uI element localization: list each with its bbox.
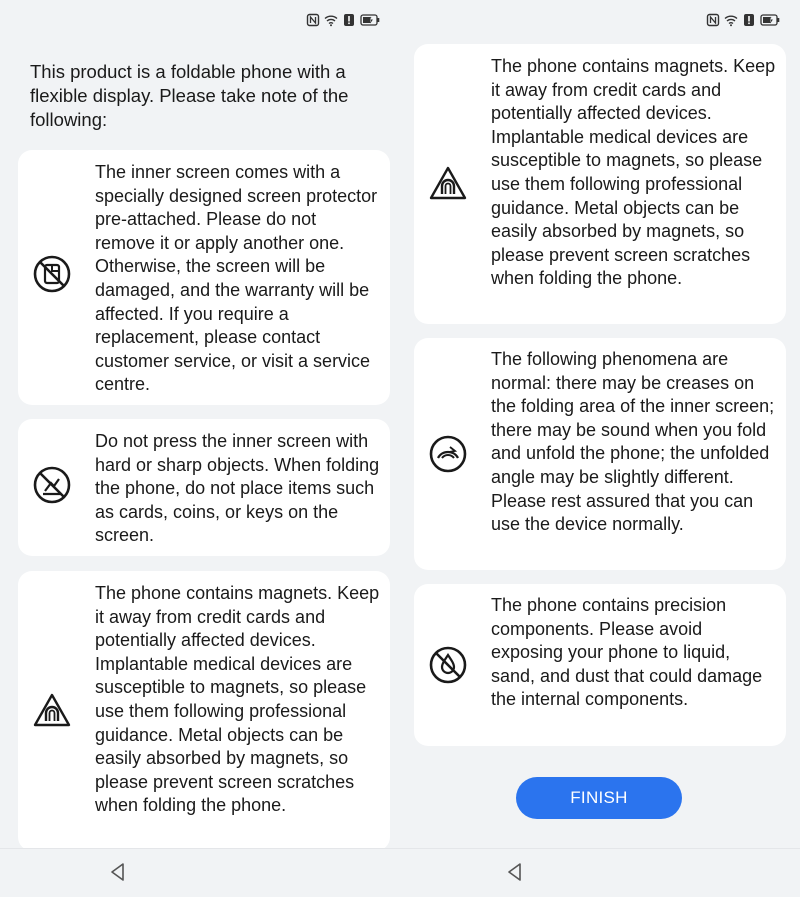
fold-crease-icon xyxy=(428,434,468,474)
back-triangle-icon[interactable] xyxy=(504,861,526,883)
no-sharp-objects-icon xyxy=(32,465,72,505)
notice-text: Do not press the inner screen with hard or sharp objects. When folding the phone, do not place items such as cards, coins, or keys on the screen. xyxy=(95,431,380,546)
intro-text: This product is a foldable phone with a flexible display. Please take note of the following: xyxy=(30,61,349,130)
status-bar xyxy=(306,10,380,30)
alert-icon xyxy=(742,13,756,27)
alert-icon xyxy=(342,13,356,27)
status-bar xyxy=(706,10,780,30)
notice-text: The inner screen comes with a specially designed screen protector pre-attached. Please do not remove it or apply another one. Otherwise, the screen will be damaged, and the warranty will be affected. If you require a replacement, please contact customer service, or visit a service centre. xyxy=(95,162,378,395)
finish-button[interactable]: FINISH xyxy=(516,777,682,819)
notice-card-sharp-objects xyxy=(18,419,390,556)
no-screen-protector-removal-icon xyxy=(32,254,72,294)
back-triangle-icon[interactable] xyxy=(107,861,129,883)
notice-card-screen-protector xyxy=(18,150,390,405)
wifi-icon xyxy=(724,13,738,27)
wifi-icon xyxy=(324,13,338,27)
battery-icon xyxy=(360,13,380,27)
no-liquid-dust-icon xyxy=(428,645,468,685)
notice-card-magnets xyxy=(18,571,390,851)
notice-text: The following phenomena are normal: there may be creases on the folding area of the inner screen; there may be sound when you fold and unfold the phone; the unfolded angle may be slightly different. Please rest assured that you can use the device normally. xyxy=(491,349,775,535)
notice-card-precision-components xyxy=(414,584,786,746)
notice-text: The phone contains magnets. Keep it away from credit cards and potentially affected devices. Implantable medical devices are susceptible to magnets, so please use them following professional guidance. Metal objects can be easily absorbed by magnets, so please prevent screen scratches when folding the phone. xyxy=(95,583,380,816)
magnet-warning-icon xyxy=(32,691,72,731)
notice-card-fold-phenomena xyxy=(414,338,786,570)
notice-text: The phone contains magnets. Keep it away from credit cards and potentially affected devices. Implantable medical devices are susceptible to magnets, so please use them following professional guidance. Metal objects can be easily absorbed by magnets, so please prevent screen scratches when folding the phone. xyxy=(491,56,776,289)
magnet-warning-icon xyxy=(428,164,468,204)
nfc-icon xyxy=(706,13,720,27)
battery-icon xyxy=(760,13,780,27)
nfc-icon xyxy=(306,13,320,27)
notice-card-magnets xyxy=(414,44,786,324)
notice-text: The phone contains precision components. Please avoid exposing your phone to liquid, sand, and dust that could damage the internal components. xyxy=(491,595,763,710)
